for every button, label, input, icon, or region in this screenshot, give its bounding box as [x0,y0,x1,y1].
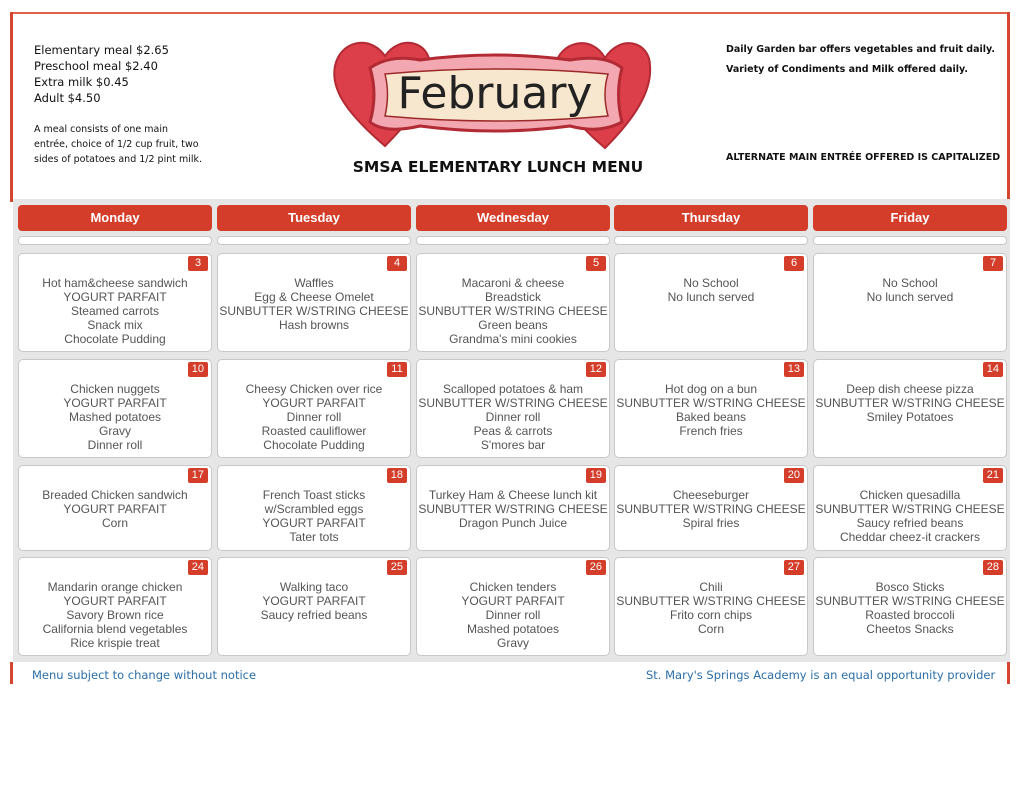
menu-item: French fries [679,424,743,438]
date-badge: 25 [387,560,407,575]
day-cell [416,465,610,551]
day-cell [217,557,411,656]
menu-item: Savory Brown rice [66,608,164,622]
menu-item: Roasted broccoli [865,608,955,622]
menu-item: Gravy [496,636,529,650]
menu-item: Baked beans [675,410,747,424]
day-divider-bar [416,236,610,245]
menu-items [19,382,211,452]
menu-item: Chicken quesadilla [859,488,961,502]
day-cell [614,253,808,352]
price-line: Adult $4.50 [34,91,101,105]
date-badge: 10 [188,362,208,377]
day-header-monday: Monday [18,205,212,231]
menu-item: SUNBUTTER W/STRING CHEESE [219,304,409,318]
menu-item: SUNBUTTER W/STRING CHEESE [418,304,608,318]
menu-item: Turkey Ham & Cheese lunch kit [428,488,598,502]
menu-items [417,276,609,346]
day-cell [18,359,212,458]
menu-item: Hot ham&cheese sandwich [42,276,188,290]
menu-item: Tater tots [289,530,339,544]
menu-item: Cheeseburger [672,488,750,502]
menu-item: YOGURT PARFAIT [63,396,167,410]
menu-item: Snack mix [87,318,143,332]
menu-item: Walking taco [279,580,349,594]
alternate-note: ALTERNATE MAIN ENTRÉE OFFERED IS CAPITALIZED [726,152,1001,163]
date-badge: 19 [586,468,606,483]
menu-item: YOGURT PARFAIT [63,290,167,304]
menu-items [417,580,609,650]
menu-item: YOGURT PARFAIT [63,594,167,608]
menu-items [615,382,807,438]
menu-item: Saucy refried beans [856,516,964,530]
menu-item: Spiral fries [682,516,740,530]
menu-item: Chili [699,580,723,594]
menu-item: Dinner roll [286,410,342,424]
note-line: Variety of Condiments and Milk offered daily. [726,64,968,75]
menu-item: Dinner roll [87,438,143,452]
menu-items [615,580,807,636]
day-cell [813,359,1007,458]
menu-item: w/Scrambled eggs [264,502,364,516]
menu-item: SUNBUTTER W/STRING CHEESE [616,594,806,608]
menu-item: Deep dish cheese pizza [846,382,974,396]
date-badge: 7 [983,256,1003,271]
menu-item: No lunch served [866,290,954,304]
menu-item: Mandarin orange chicken [47,580,183,594]
price-info [34,42,204,167]
day-cell [813,557,1007,656]
menu-item: Steamed carrots [70,304,160,318]
menu-items [19,276,211,346]
date-badge: 21 [983,468,1003,483]
menu-item: Egg & Cheese Omelet [254,290,374,304]
menu-items [19,488,211,530]
menu-item: Chocolate Pudding [263,438,365,452]
menu-title: SMSA ELEMENTARY LUNCH MENU [352,158,644,176]
day-cell [18,557,212,656]
menu-item: Bosco Sticks [875,580,945,594]
menu-item: Hot dog on a bun [664,382,758,396]
menu-items [814,580,1006,636]
garden-info [726,44,1001,163]
menu-item: SUNBUTTER W/STRING CHEESE [815,396,1005,410]
menu-item: Rice krispie treat [70,636,160,650]
menu-items [615,276,807,304]
date-badge: 13 [784,362,804,377]
date-badge: 6 [784,256,804,271]
menu-item: Chicken tenders [469,580,557,594]
day-cell [416,253,610,352]
price-line: Preschool meal $2.40 [34,59,158,73]
day-cell [217,253,411,352]
date-badge: 14 [983,362,1003,377]
menu-items [218,488,410,544]
menu-items [615,488,807,530]
date-badge: 11 [387,362,407,377]
menu-item: Corn [697,622,724,636]
menu-item: Mashed potatoes [466,622,560,636]
day-cell [416,359,610,458]
menu-item: Dinner roll [485,608,541,622]
menu-item: Cheesy Chicken over rice [245,382,383,396]
month-title: February [397,68,593,119]
day-cell [614,359,808,458]
menu-item: Saucy refried beans [260,608,368,622]
menu-item: YOGURT PARFAIT [63,502,167,516]
date-badge: 12 [586,362,606,377]
price-line: Elementary meal $2.65 [34,43,169,57]
menu-items [814,488,1006,544]
menu-item: No lunch served [667,290,755,304]
meal-note: A meal consists of one main entrée, choice of 1/2 cup fruit, two sides of potatoes and 1/2 pint milk. [34,124,203,165]
menu-items [814,382,1006,424]
menu-item: SUNBUTTER W/STRING CHEESE [418,396,608,410]
menu-item: Peas & carrots [473,424,553,438]
day-cell [217,359,411,458]
menu-items [218,580,410,622]
menu-item: Smiley Potatoes [866,410,954,424]
menu-items [218,382,410,452]
menu-item: No School [683,276,739,290]
menu-item: Cheddar cheez-it crackers [839,530,981,544]
day-cell [18,253,212,352]
date-badge: 18 [387,468,407,483]
date-badge: 28 [983,560,1003,575]
date-badge: 24 [188,560,208,575]
menu-items [417,382,609,452]
day-cell [813,253,1007,352]
day-cell [18,465,212,551]
menu-item: Corn [101,516,128,530]
menu-item: Frito corn chips [669,608,753,622]
menu-item: SUNBUTTER W/STRING CHEESE [418,502,608,516]
menu-item: Mashed potatoes [68,410,162,424]
menu-item: YOGURT PARFAIT [461,594,565,608]
menu-items [417,488,609,530]
day-cell [614,557,808,656]
menu-item: Chicken nuggets [70,382,160,396]
date-badge: 20 [784,468,804,483]
menu-item: Chocolate Pudding [64,332,166,346]
day-cell [614,465,808,551]
day-divider-bar [217,236,411,245]
menu-item: Hash browns [278,318,350,332]
menu-item: SUNBUTTER W/STRING CHEESE [815,594,1005,608]
day-header-wednesday: Wednesday [416,205,610,231]
footer-disclaimer: Menu subject to change without notice [32,668,257,682]
menu-items [19,580,211,650]
day-header-thursday: Thursday [614,205,808,231]
date-badge: 5 [586,256,606,271]
menu-item: SUNBUTTER W/STRING CHEESE [616,502,806,516]
menu-item: Green beans [478,318,548,332]
menu-item: Grandma's mini cookies [449,332,577,346]
menu-item: YOGURT PARFAIT [262,516,366,530]
menu-item: Scalloped potatoes & ham [442,382,584,396]
menu-item: Waffles [294,276,334,290]
note-line: Daily Garden bar offers vegetables and fruit daily. [726,44,995,55]
menu-item: Breadstick [484,290,542,304]
day-cell [416,557,610,656]
day-cell [813,465,1007,551]
day-divider-bar [614,236,808,245]
menu-item: Dinner roll [485,410,541,424]
day-divider-bar [813,236,1007,245]
date-badge: 27 [784,560,804,575]
menu-item: Roasted cauliflower [261,424,367,438]
date-badge: 17 [188,468,208,483]
february-hearts-banner [330,26,660,156]
footer-equal-opportunity: St. Mary's Springs Academy is an equal opportunity provider [646,668,996,682]
menu-item: YOGURT PARFAIT [262,594,366,608]
menu-item: Gravy [98,424,131,438]
menu-item: Cheetos Snacks [866,622,954,636]
day-cell [217,465,411,551]
day-divider-bar [18,236,212,245]
menu-items [218,276,410,332]
menu-item: YOGURT PARFAIT [262,396,366,410]
menu-items [814,276,1006,304]
menu-item: California blend vegetables [42,622,188,636]
menu-item: SUNBUTTER W/STRING CHEESE [616,396,806,410]
date-badge: 4 [387,256,407,271]
date-badge: 3 [188,256,208,271]
menu-item: Dragon Punch Juice [458,516,568,530]
date-badge: 26 [586,560,606,575]
menu-item: S'mores bar [480,438,546,452]
menu-item: SUNBUTTER W/STRING CHEESE [815,502,1005,516]
menu-item: No School [882,276,938,290]
menu-item: Macaroni & cheese [461,276,565,290]
day-header-friday: Friday [813,205,1007,231]
price-line: Extra milk $0.45 [34,75,129,89]
menu-item: Breaded Chicken sandwich [42,488,188,502]
day-header-tuesday: Tuesday [217,205,411,231]
menu-item: French Toast sticks [262,488,366,502]
